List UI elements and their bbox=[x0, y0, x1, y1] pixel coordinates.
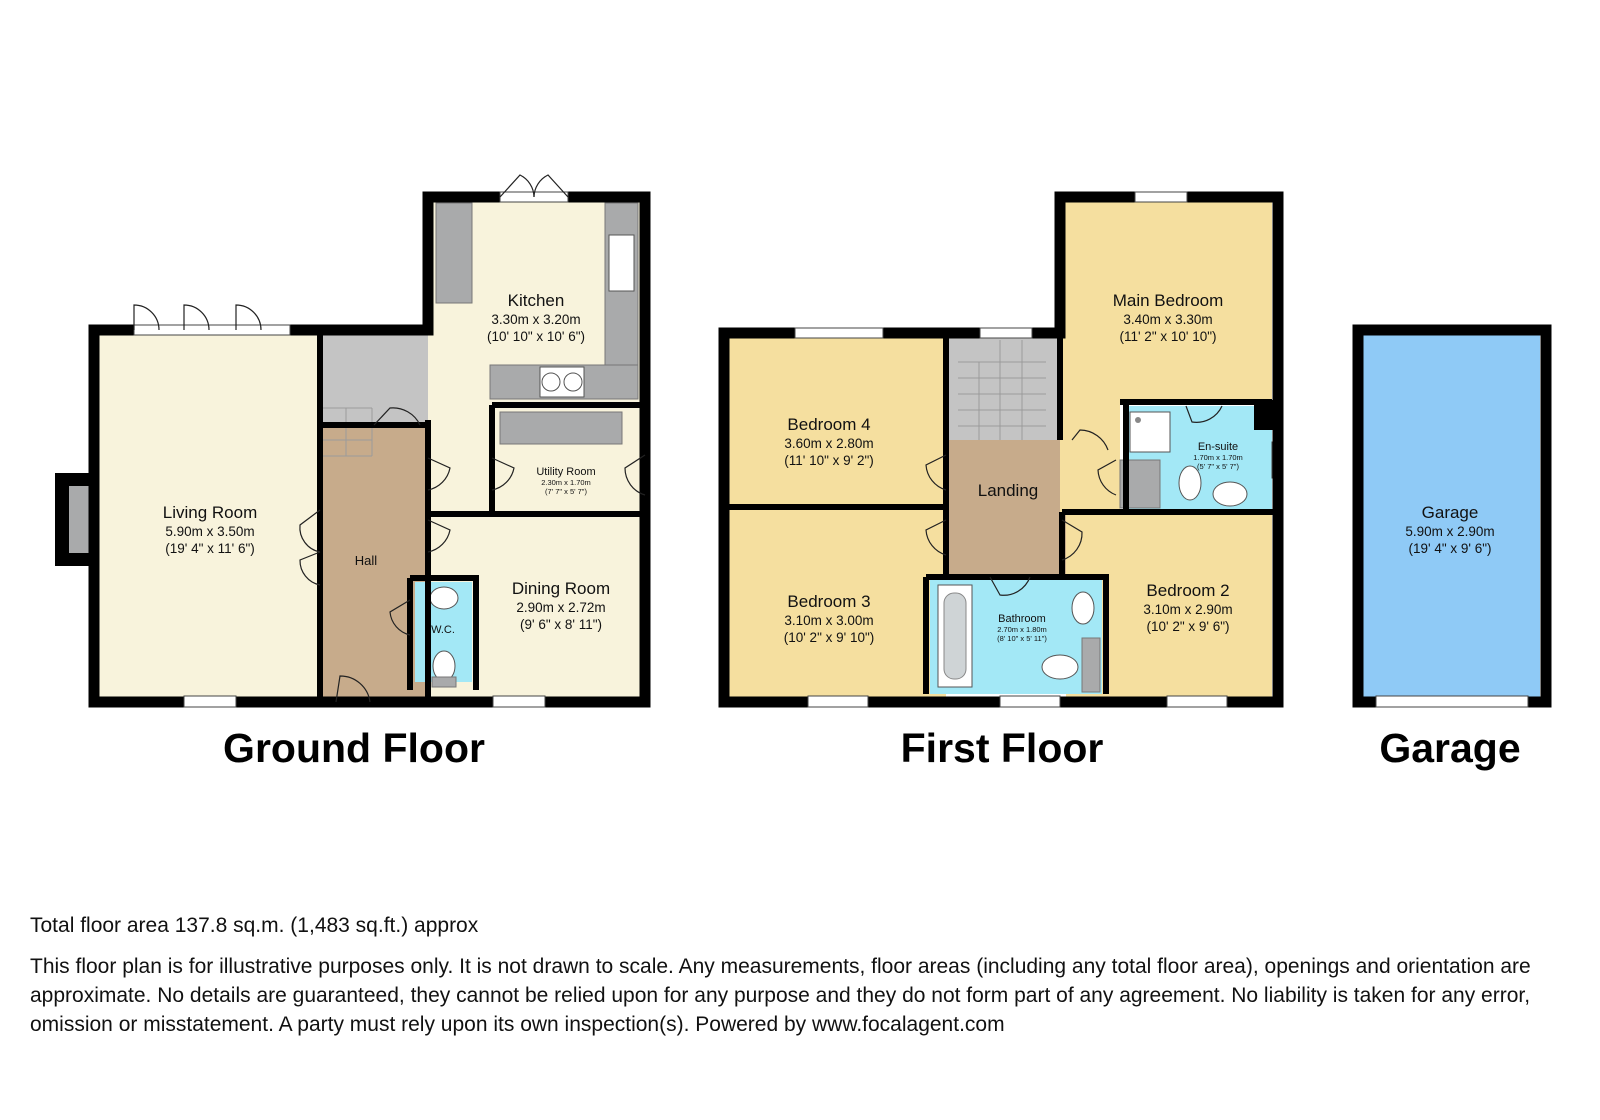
room-name: Living Room bbox=[162, 503, 258, 522]
bath-basin-icon bbox=[944, 593, 966, 679]
window-icon bbox=[980, 328, 1032, 338]
room-name: W.C. bbox=[431, 624, 455, 636]
room-dimensions-metric: 2.90m x 2.72m bbox=[516, 600, 606, 615]
toilet-icon bbox=[1179, 466, 1201, 500]
room-dimensions-imperial: (5' 7" x 5' 7") bbox=[1197, 462, 1239, 471]
room-name: Kitchen bbox=[507, 291, 565, 310]
window-icon bbox=[1167, 696, 1227, 707]
room-dimensions-imperial: (19' 4" x 9' 6") bbox=[1408, 541, 1492, 556]
window-icon bbox=[493, 696, 545, 707]
window-icon bbox=[1135, 192, 1187, 202]
kitchen-worktop bbox=[436, 203, 472, 303]
cistern-icon bbox=[432, 677, 456, 687]
room-name: Garage bbox=[1421, 503, 1479, 522]
room-dimensions-metric: 3.10m x 2.90m bbox=[1143, 602, 1233, 617]
room-name: En-suite bbox=[1197, 441, 1239, 453]
window-icon bbox=[808, 696, 868, 707]
floor-title: First Floor bbox=[900, 725, 1104, 771]
room-dimensions-metric: 2.30m x 1.70m bbox=[541, 478, 591, 487]
room-name: Bathroom bbox=[998, 613, 1046, 625]
room-dimensions-imperial: (11' 2" x 10' 10") bbox=[1119, 329, 1217, 344]
room-dimensions-imperial: (10' 10" x 10' 6") bbox=[486, 329, 586, 344]
room-dimensions-metric: 5.90m x 2.90m bbox=[1405, 524, 1495, 539]
room-name: Bedroom 4 bbox=[787, 415, 871, 434]
room-dimensions-imperial: (8' 10" x 5' 11") bbox=[997, 634, 1047, 643]
window-icon bbox=[1000, 696, 1060, 707]
room-dimensions-metric: 3.30m x 3.20m bbox=[491, 312, 581, 327]
ground-floor-plan bbox=[55, 175, 645, 771]
hob-ring-icon bbox=[564, 373, 582, 391]
room-dimensions-metric: 3.10m x 3.00m bbox=[784, 613, 874, 628]
window-icon bbox=[134, 325, 290, 335]
disclaimer-text: This floor plan is for illustrative purposes only. It is not drawn to scale. Any measurements, floor areas (including any total floor area), openings and orientation are approximate. No details are guaranteed, they cannot be relied upon for any purpose and they do not form part of any agreement. No liability is taken for any error, omission or misstatement. A party must rely upon its own inspection(s). Powered by www.focalagent.com bbox=[30, 955, 1531, 1036]
room-name: Landing bbox=[977, 481, 1039, 500]
window-icon bbox=[184, 696, 236, 707]
room-dimensions-metric: 3.40m x 3.30m bbox=[1123, 312, 1213, 327]
main-bedroom-floor-extension bbox=[1060, 402, 1120, 512]
room-dimensions-metric: 1.70m x 1.70m bbox=[1193, 453, 1243, 462]
room-dimensions-imperial: (9' 6" x 8' 11") bbox=[519, 617, 603, 632]
utility-worktop bbox=[500, 412, 622, 444]
room-name: Utility Room bbox=[536, 466, 596, 478]
room-dimensions-imperial: (10' 2" x 9' 6") bbox=[1146, 619, 1230, 634]
window-icon bbox=[795, 328, 883, 338]
room-dimensions-imperial: (7' 7" x 5' 7") bbox=[545, 487, 587, 496]
room-dimensions-metric: 2.70m x 1.80m bbox=[997, 625, 1047, 634]
stairs-area bbox=[320, 330, 428, 425]
room-dimensions-imperial: (11' 10" x 9' 2") bbox=[784, 453, 874, 468]
room-dimensions-imperial: (19' 4" x 11' 6") bbox=[165, 541, 255, 556]
toilet-icon bbox=[1042, 655, 1078, 679]
first-floor-plan bbox=[724, 192, 1282, 771]
basin-icon bbox=[1213, 482, 1247, 506]
cistern-icon bbox=[1082, 638, 1100, 692]
garage-plan bbox=[1358, 330, 1546, 771]
sink-icon bbox=[609, 235, 634, 291]
shower-drain-icon bbox=[1135, 417, 1141, 423]
room-dimensions-metric: 5.90m x 3.50m bbox=[165, 524, 255, 539]
room-name: Bedroom 2 bbox=[1146, 581, 1230, 600]
hob-ring-icon bbox=[542, 373, 560, 391]
basin-icon bbox=[430, 587, 458, 609]
room-dimensions-imperial: (10' 2" x 9' 10") bbox=[783, 630, 875, 645]
room-name: Dining Room bbox=[511, 579, 611, 598]
floor-title: Garage bbox=[1379, 725, 1521, 771]
basin-icon bbox=[1072, 592, 1094, 624]
stairs-area bbox=[946, 333, 1058, 440]
room-name: Bedroom 3 bbox=[787, 592, 871, 611]
wall-nib bbox=[1254, 400, 1276, 430]
room-name: Main Bedroom bbox=[1112, 291, 1224, 310]
garage-door-icon bbox=[1376, 696, 1528, 707]
floor-plan-notes bbox=[30, 912, 1570, 1039]
floor-title: Ground Floor bbox=[223, 725, 485, 771]
room-name: Hall bbox=[354, 553, 378, 568]
room-dimensions-metric: 3.60m x 2.80m bbox=[784, 436, 874, 451]
total-floor-area: Total floor area 137.8 sq.m. (1,483 sq.ft.) approx bbox=[30, 914, 479, 937]
